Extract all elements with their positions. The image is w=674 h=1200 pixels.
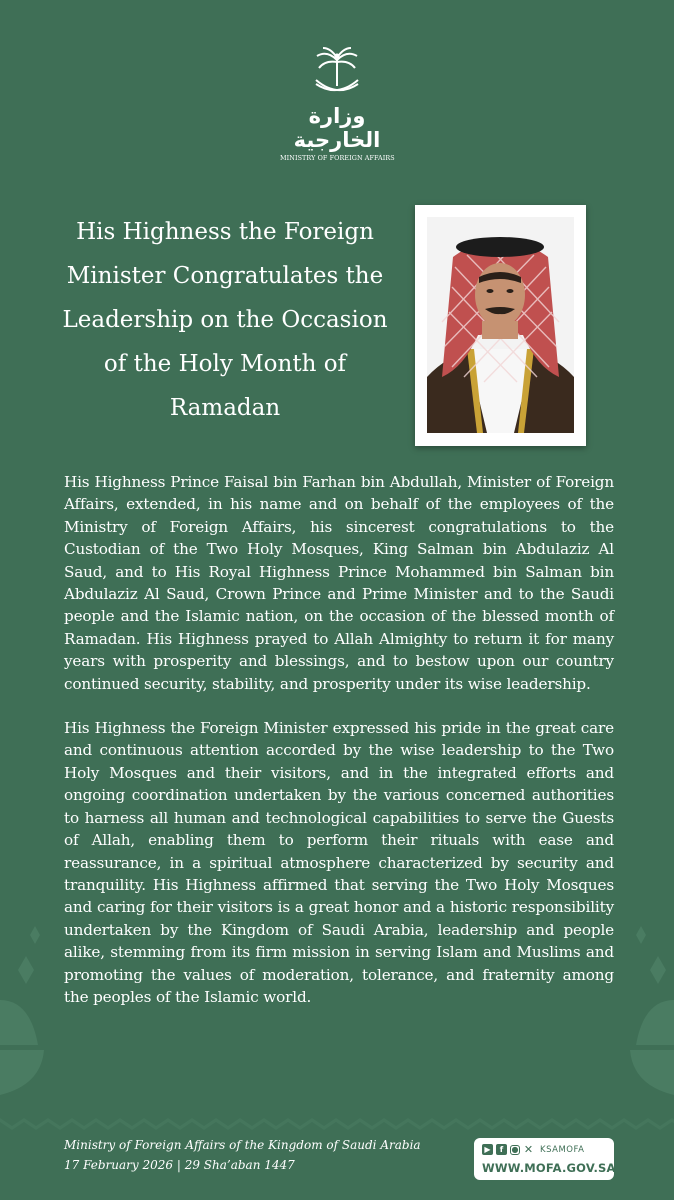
website-link[interactable]: WWW.MOFA.GOV.SA (482, 1161, 616, 1175)
body-paragraph-2: His Highness the Foreign Minister expressed his pride in the great care and continuous attention accorded by the wise leadership to the Two Holy Mosques and their visitors, and in the integrated efforts and ongoing coordination undertaken by the various concerned authorities to harness all human and technological capabilities to serve the Guests of Allah, enabling them to perform their rituals with ease and reassurance, in a spiritual atmosphere characterized by security and tranquility. His Highness affirmed that serving the Two Holy Mosques and caring for their visitors is a great honor and a historic responsibility undertaken by the Kingdom of Saudi Arabia, leadership and people alike, stemming from its firm mission in serving Islam and Muslims and promoting the values of moderation, tolerance, and fraternity among the peoples of the Islamic world. (64, 719, 614, 1006)
social-icons-row (482, 1144, 584, 1155)
footer-info (64, 1135, 421, 1175)
palm-swords-emblem-icon (310, 46, 364, 102)
footer-date: 17 February 2026 | 29 Sha’aban 1447 (64, 1158, 295, 1172)
portrait-frame (415, 205, 586, 446)
instagram-icon[interactable]: ● (511, 1144, 519, 1154)
article-body (64, 471, 614, 1030)
portrait-icon (427, 217, 574, 433)
youtube-icon[interactable]: ▶ (482, 1144, 493, 1155)
x-icon[interactable]: ✕ (523, 1143, 534, 1156)
social-badge[interactable] (474, 1138, 614, 1180)
logo-english-text: MINISTRY OF FOREIGN AFFAIRS (280, 154, 395, 162)
portrait-photo (427, 217, 574, 433)
body-paragraph-1: His Highness Prince Faisal bin Farhan bin Abdullah, Minister of Foreign Affairs, extended, in his name and on behalf of the employees of the Ministry of Foreign Affairs, his sincerest congratulations to the Custodian of the Two Holy Mosques, King Salman bin Abdulaziz Al Saud, and to His Royal Highness Prince Mohammed bin Salman bin Abdulaziz Al Saud, Crown Prince and Prime Minister and to the Saudi people and the Islamic nation, on the occasion of the blessed month of Ramadan. His Highness prayed to Allah Almighty to return it for many years with prosperity and blessings, and to bestow upon our country continued security, stability, and prosperity under its wise leadership. (64, 473, 614, 693)
social-handle[interactable]: KSAMOFA (540, 1144, 585, 1155)
footer-org: Ministry of Foreign Affairs of the Kingdom of Saudi Arabia (64, 1138, 421, 1152)
logo-arabic-text: وزارة الخارجية (293, 104, 381, 152)
ministry-logo (280, 46, 394, 162)
facebook-icon[interactable]: f (496, 1144, 507, 1155)
headline: His Highness the Foreign Minister Congratulates the Leadership on the Occasion of the Holy Month of Ramadan (62, 219, 388, 421)
